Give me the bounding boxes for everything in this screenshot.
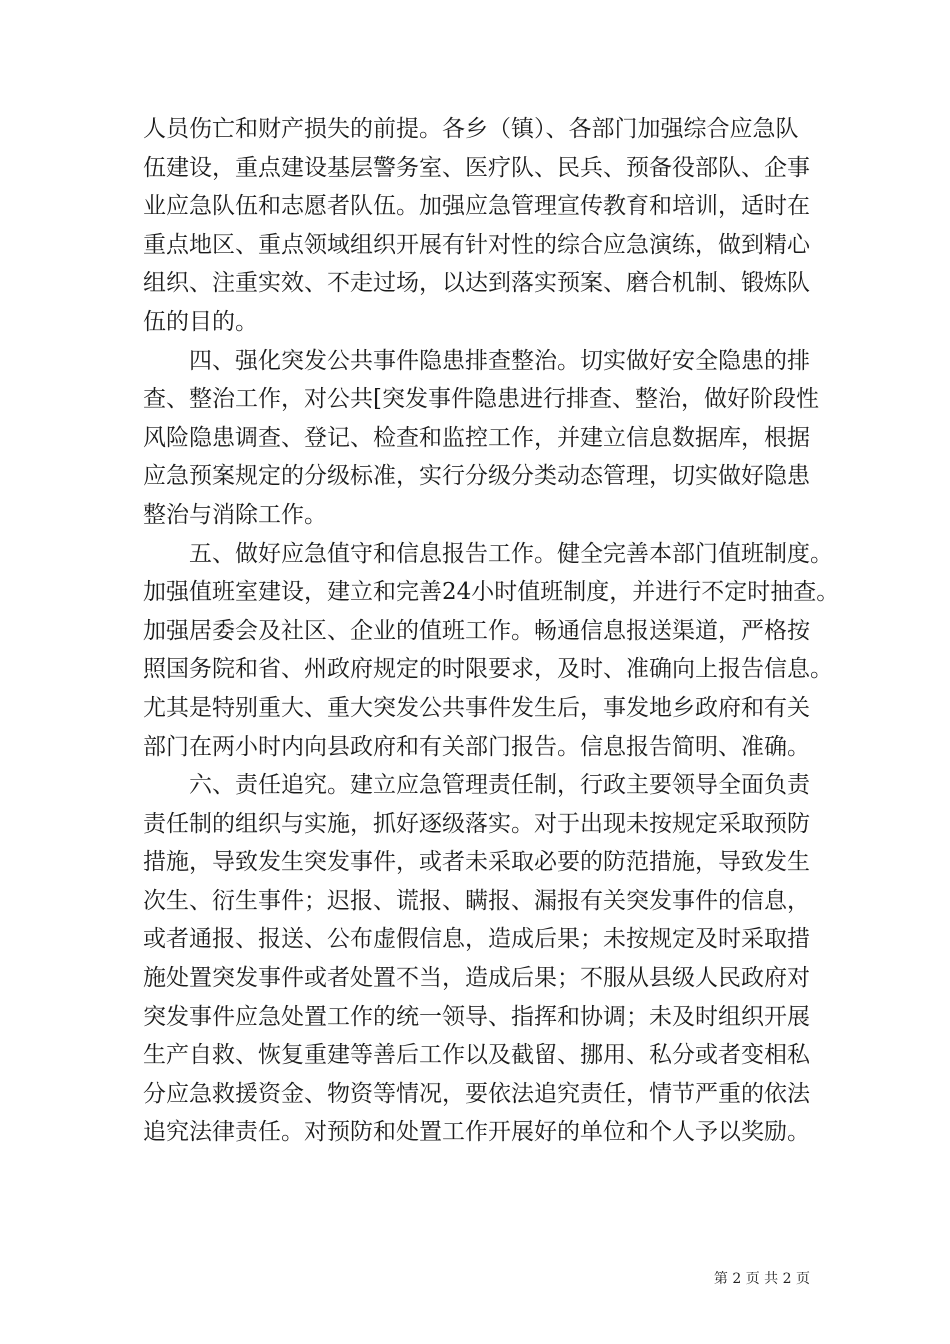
text-line: 查、整治工作，对公共[突发事件隐患进行排查、整治，做好阶段性 [143, 386, 819, 413]
text-line: 部门在两小时内向县政府和有关部门报告。信息报告简明、准确。 [143, 733, 810, 760]
text-line: 重点地区、重点领域组织开展有针对性的综合应急演练，做到精心 [143, 231, 810, 258]
text-line: 施处置突发事件或者处置不当，造成后果；不服从县级人民政府对 [143, 965, 810, 992]
text-line: 生产自救、恢复重建等善后工作以及截留、挪用、私分或者变相私 [143, 1042, 810, 1069]
text-line: 加强值班室建设，建立和完善24小时值班制度，并进行不定时抽查。 [143, 579, 840, 606]
text-line: 组织、注重实效、不走过场，以达到落实预案、磨合机制、锻炼队 [143, 270, 810, 297]
text-line: 尤其是特别重大、重大突发公共事件发生后，事发地乡政府和有关 [143, 694, 810, 721]
text-line: 伍建设，重点建设基层警务室、医疗队、民兵、预备役部队、企事 [143, 154, 810, 181]
page-footer: 第 2 页 共 2 页 [713, 1271, 810, 1287]
text-line: 应急预案规定的分级标准，实行分级分类动态管理，切实做好隐患 [143, 463, 810, 490]
paragraph-first-line: 六、责任追究。建立应急管理责任制，行政主要领导全面负责 [189, 772, 810, 799]
text-line: 加强居委会及社区、企业的值班工作。畅通信息报送渠道，严格按 [143, 617, 810, 644]
text-line: 突发事件应急处置工作的统一领导、指挥和协调；未及时组织开展 [143, 1003, 810, 1030]
text-line: 措施，导致发生突发事件，或者未采取必要的防范措施，导致发生 [143, 849, 810, 876]
text-line: 分应急救援资金、物资等情况，要依法追究责任，情节严重的依法 [143, 1080, 810, 1107]
text-line: 整治与消除工作。 [143, 501, 327, 528]
text-line: 风险隐患调查、登记、检查和监控工作，并建立信息数据库，根据 [143, 424, 810, 451]
paragraph-first-line: 四、强化突发公共事件隐患排查整治。切实做好安全隐患的排 [189, 347, 810, 374]
text-line: 次生、衍生事件；迟报、谎报、瞒报、漏报有关突发事件的信息， [143, 887, 810, 914]
document-body [143, 110, 840, 1152]
text-line: 追究法律责任。对预防和处置工作开展好的单位和个人予以奖励。 [143, 1119, 810, 1146]
text-line: 责任制的组织与实施，抓好逐级落实。对于出现未按规定采取预防 [143, 810, 810, 837]
text-line: 照国务院和省、州政府规定的时限要求，及时、准确向上报告信息。 [143, 656, 833, 683]
text-line: 人员伤亡和财产损失的前提。各乡（镇）、各部门加强综合应急队 [143, 116, 799, 142]
text-line: 或者通报、报送、公布虚假信息，造成后果；未按规定及时采取措 [143, 926, 810, 953]
text-line: 伍的目的。 [143, 308, 258, 335]
text-line: 业应急队伍和志愿者队伍。加强应急管理宣传教育和培训，适时在 [143, 193, 810, 220]
paragraph-first-line: 五、做好应急值守和信息报告工作。健全完善本部门值班制度。 [189, 540, 833, 567]
